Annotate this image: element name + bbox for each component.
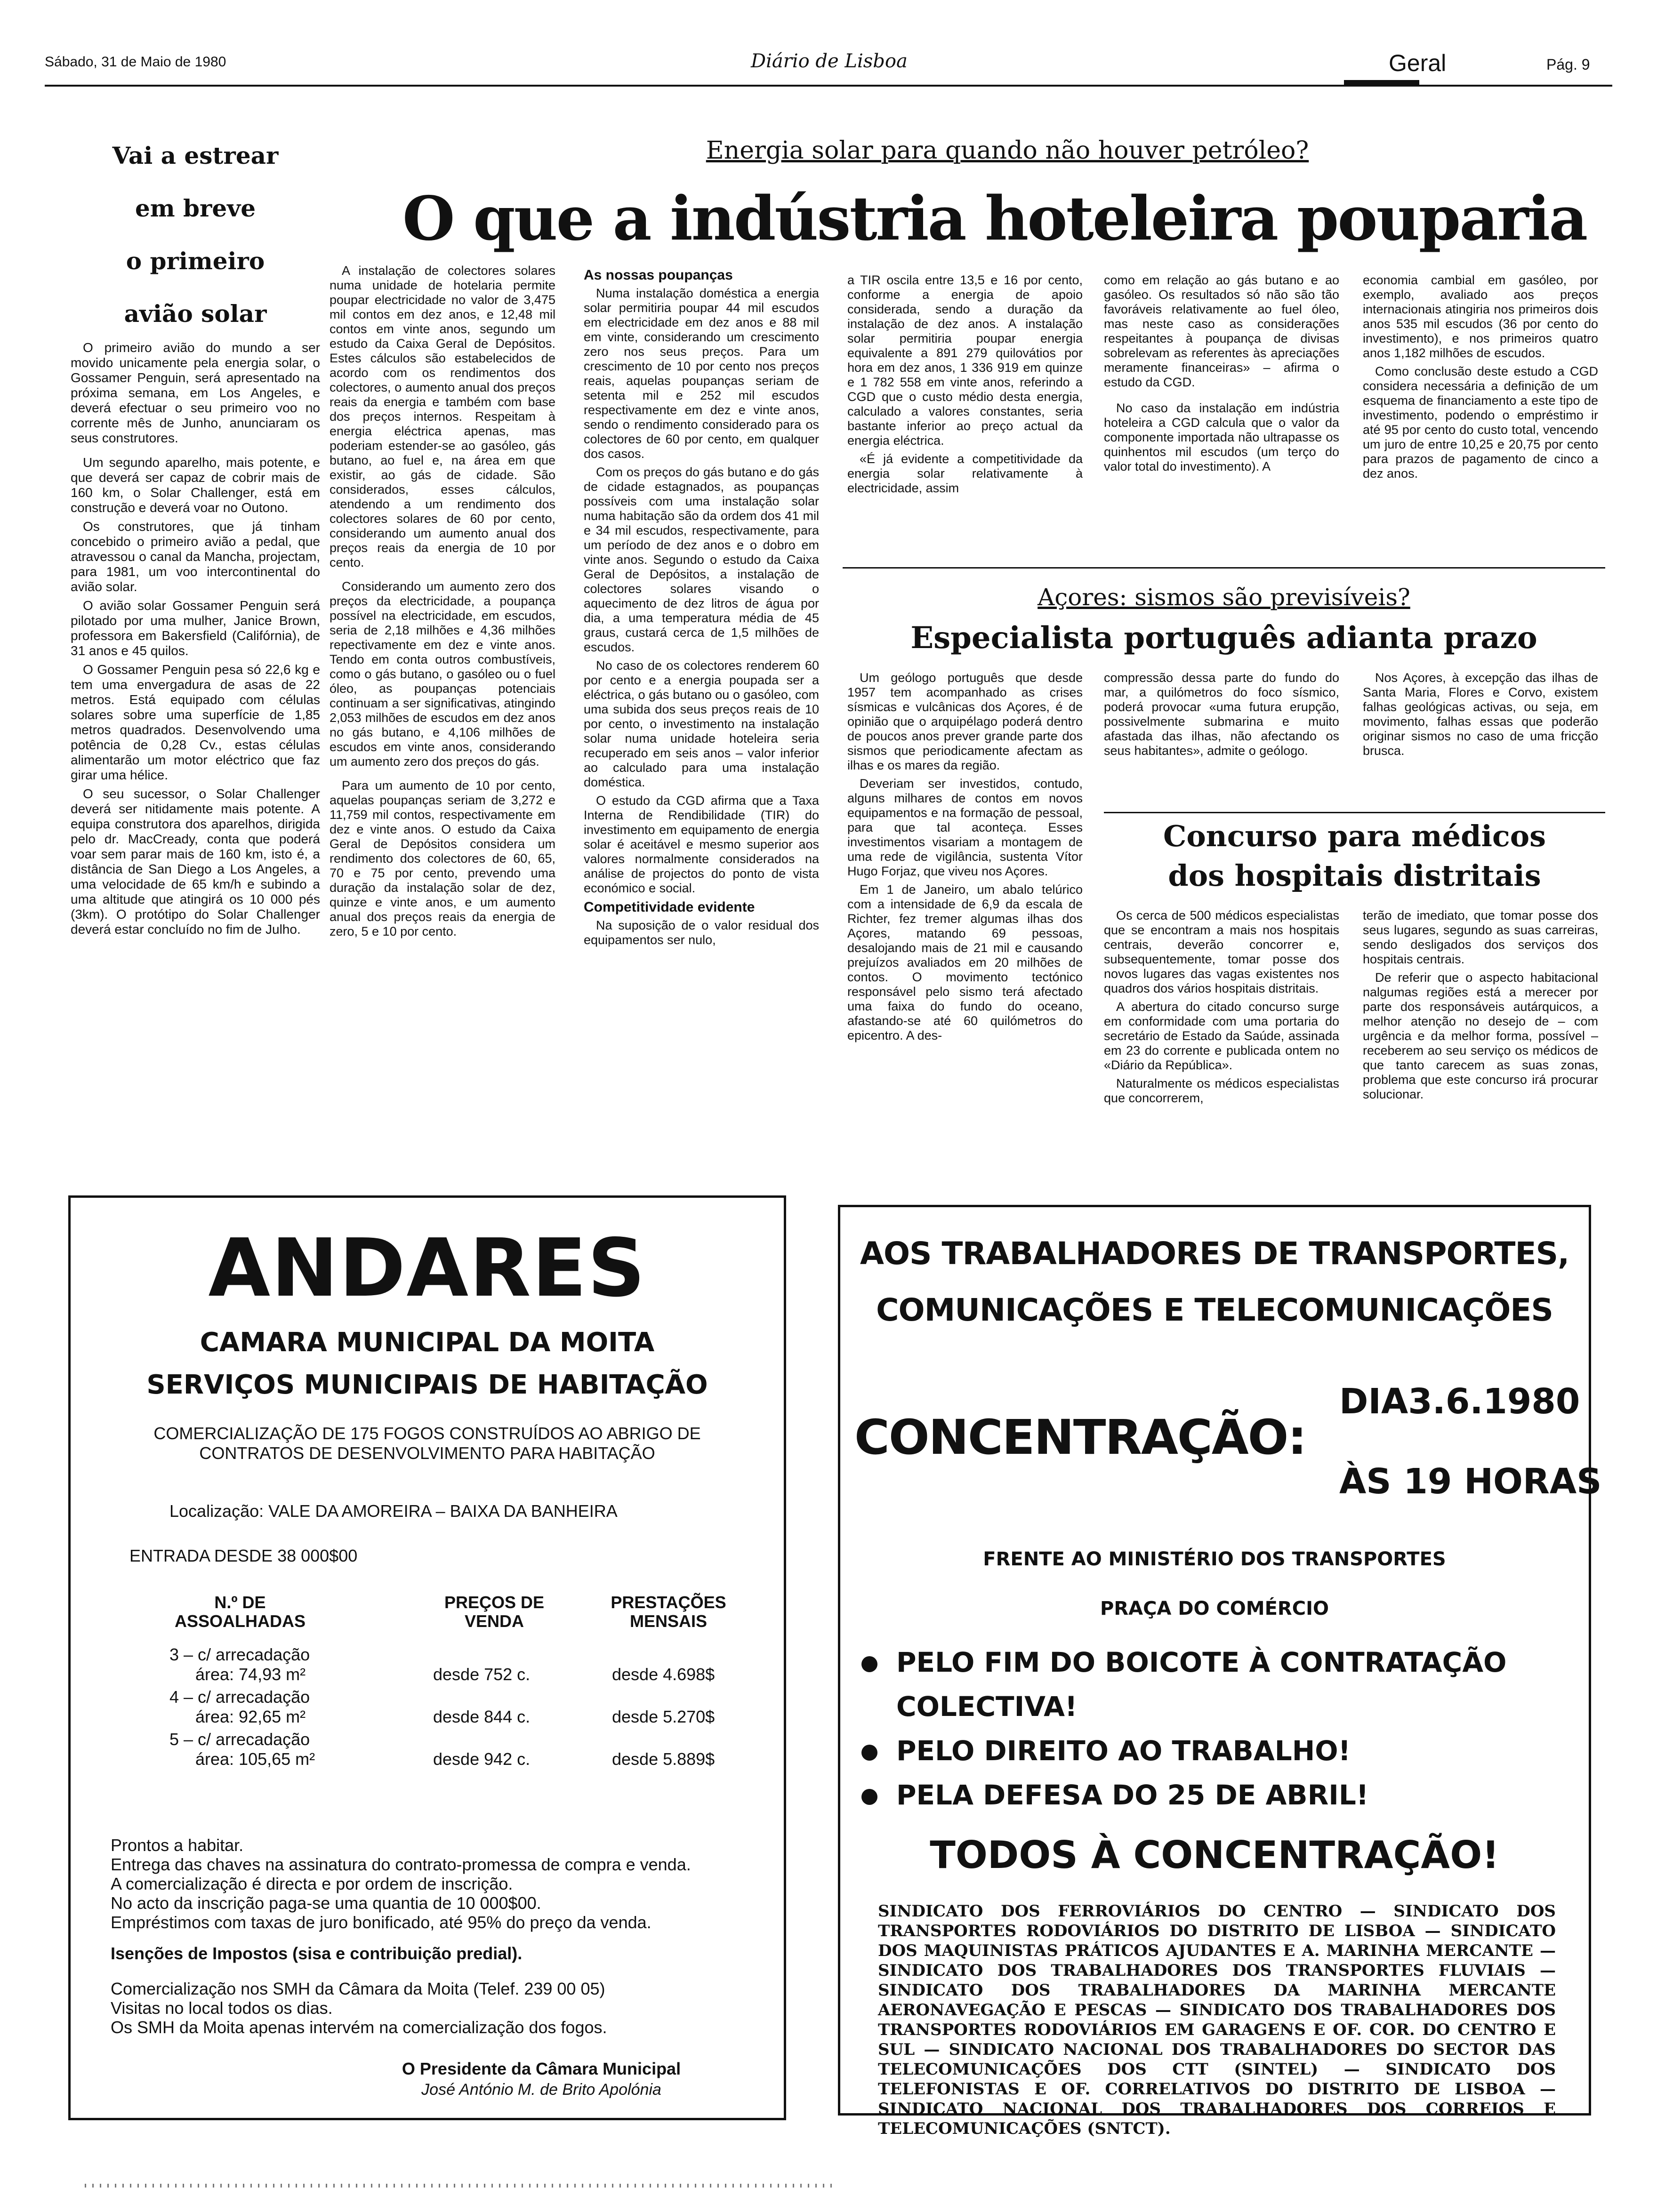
article-paragraph: No caso da instalação em indústria hoteleira a CGD calcula que o valor da componente importada não ultrapasse os quinhentos mil escudos (um terço do valor total do investimento). A — [1104, 401, 1339, 473]
article3-headline-line: Concurso para médicos — [1163, 819, 1546, 853]
article-paragraph: como em relação ao gás butano e ao gasóleo. Os resultados só não são tão favoráveis relativamente ao fuel óleo, mas neste caso as considerações respeitantes à poupança de divisas sobrelevam as referentes às apreciações meramente financeiras» – afirma o estudo da CGD. — [1104, 273, 1339, 389]
condition-line: Empréstimos com taxas de juro bonificado, até 95% do preço da venda. — [111, 1913, 652, 1932]
row-area: área: 105,65 m² — [195, 1749, 315, 1769]
row-area: área: 74,93 m² — [195, 1665, 306, 1684]
article1-column-3 — [847, 273, 1083, 499]
housing-ad-table-header-price — [424, 1593, 565, 1631]
article-paragraph: Os cerca de 500 médicos especialistas que se encontram a mais nos hospitais centrais, deverão concorrer e, subsequentemente, tomar posse dos novos lugares das vagas existentes nos quadros dos vários hospitais distritais. — [1104, 908, 1339, 995]
article3-headline-line: dos hospitais distritais — [1168, 858, 1541, 893]
article1-subheading: Competitividade evidente — [584, 899, 755, 915]
table-header-line: VENDA — [464, 1611, 524, 1631]
sidebar-title-line: avião solar — [124, 300, 267, 328]
row-type: 3 – c/ arrecadação — [169, 1645, 310, 1664]
article1-column-2 — [584, 267, 819, 951]
article-paragraph: Com os preços do gás butano e do gás de cidade estagnados, as poupanças possíveis com uma instalação solar numa habitação são da ordem dos 41 mil e 34 mil escudos, respectivamente, para um período de dez anos e o dobro em vinte anos. Segundo o estudo da Caixa Geral de Depósitos, a instalação de colectores solares visando o aquecimento de dez litros de água por dia, a uma temperatura média de 45 graus, custará cerca de 1,5 milhões de escudos. — [584, 465, 819, 654]
sidebar-paragraph: O seu sucessor, o Solar Challenger deverá ser nitidamente mais potente. A equipa construtora dos aparelhos, dirigida pelo dr. MacCready, conta que poderá voar sem parar mais de 160 km, isto é, a distância de San Diego a Los Angeles, a uma velocidade de 65 km/h e subindo a uma altitude que atingirá os 10 000 pés (3km). O protótipo do Solar Challenger deverá estar concluído no fim de Julho. — [71, 786, 320, 937]
housing-ad-contacts — [111, 1979, 770, 2037]
article-paragraph: A abertura do citado concurso surge em conformidade com uma portaria do secretário de Estado da Saúde, assinada em 23 do corrente e publicada ontem no «Diário da República». — [1104, 1000, 1339, 1072]
sidebar-solar-plane — [71, 129, 320, 941]
sidebar-title-line: em breve — [135, 194, 256, 222]
section-underline — [1344, 80, 1419, 87]
bullet-icon — [861, 1656, 877, 1672]
housing-ad-council: CAMARA MUNICIPAL DA MOITA — [200, 1327, 655, 1358]
row-price: desde 752 c. — [433, 1665, 531, 1684]
sidebar-paragraph: Os construtores, que já tinham concebido o primeiro avião a pedal, que atravessou o canal da Mancha, projectam, para 1981, um voo intercontinental do avião solar. — [71, 519, 320, 594]
article2-headline: Especialista português adianta prazo — [910, 620, 1537, 656]
bullet-icon — [861, 1789, 877, 1805]
union-rally-ad — [838, 1205, 1602, 2138]
sidebar-paragraph: Um segundo aparelho, mais potente, e que deverá ser capaz de cobrir mais de 160 km, o Solar Challenger, está em construção e deverá voar no Outono. — [71, 455, 320, 515]
table-header-line: ASSOALHADAS — [174, 1611, 306, 1631]
table-row — [169, 1730, 781, 1769]
rally-ad-date: DIA3.6.1980 — [1339, 1381, 1580, 1422]
contact-line: Comercialização nos SMH da Câmara da Moita (Telef. 239 00 05) — [111, 1979, 605, 1998]
row-price: desde 844 c. — [433, 1707, 531, 1726]
table-header-line: PREÇOS DE — [444, 1593, 545, 1612]
article-paragraph: A instalação de colectores solares numa unidade de hotelaria permite poupar electricidade no valor de 3,475 mil contos em dez anos, e 12,48 mil contos em vinte anos, segundo um estudo da Caixa Geral de Depósitos. Estes cálculos são estabelecidos de acordo com os rendimentos dos colectores, o aumento anual dos preços reais da energia e também com base dos preços internos. Respeitam à energia eléctrica apenas, mas poderiam estender-se ao gasóleo, gás butano, ao fuel e, na área em que existir, ao gás de cidade. São considerados, esses cálculos, atendendo a um rendimento dos colectores solares de 60 por cento, considerando um aumento anual dos preços reais da energia de 10 por cento. — [330, 264, 555, 569]
housing-ad-conditions — [111, 1835, 770, 1932]
housing-ad-signature-title: O Presidente da Câmara Municipal — [402, 2059, 681, 2078]
demand-text: PELO FIM DO BOICOTE À CONTRATAÇÃO — [896, 1646, 1507, 1678]
article-paragraph: Na suposição de o valor residual dos equipamentos ser nulo, — [584, 918, 819, 947]
rally-ad-demands — [861, 1640, 1568, 1817]
housing-ad-entry: ENTRADA DESDE 38 000$00 — [129, 1546, 358, 1565]
condition-line: Prontos a habitar. — [111, 1835, 244, 1855]
demand-text: PELO DIREITO AO TRABALHO! — [896, 1735, 1351, 1767]
demand-item — [861, 1640, 1568, 1684]
article1-column-5 — [1363, 273, 1598, 485]
article2-column-2 — [1104, 671, 1339, 762]
contact-line: Os SMH da Moita apenas intervém na comercialização dos fogos. — [111, 2018, 607, 2037]
article1-column-1 — [330, 264, 555, 943]
article3-column-1 — [1104, 908, 1339, 1109]
rally-ad-call: TODOS À CONCENTRAÇÃO! — [930, 1833, 1499, 1877]
article-divider — [1104, 812, 1605, 813]
rally-ad-unions: SINDICATO DOS FERROVIÁRIOS DO CENTRO — SINDICATO DOS TRANSPORTES RODOVIÁRIOS DO DISTRITO DE LISBOA — SINDICATO DOS MAQUINISTAS PRÁTICOS AJUDANTES E A. MARINHA MERCANTE — SINDICATO DOS TRABALHADORES DOS TRANSPORTES FLUVIAIS — SINDICATO DOS TRABALHADORES DA MARINHA MERCANTE AERONAVEGAÇÃO E PESCAS — SINDICATO DOS TRABALHADORES DOS TRANSPORTES RODOVIÁRIOS EM GARAGENS E OF. COR. DO CENTRO E SUL — SINDICATO NACIONAL DOS TRABALHADORES DO SECTOR DAS TELECOMUNICAÇÕES DOS CTT (SINTEL) — SINDICATO DOS TELEFONISTAS E OF. CORRELATIVOS DO DISTRITO DE LISBOA — SINDICATO NACIONAL DOS TRABALHADORES DOS CORREIOS E TELECOMUNICAÇÕES (SNTCT). — [878, 1902, 1556, 2138]
article3-column-2 — [1363, 908, 1598, 1106]
article-paragraph: Nos Açores, à excepção das ilhas de Santa Maria, Flores e Corvo, existem falhas geológicas activas, ou seja, em movimento, falhas essas que poderão originar sismos no caso de uma fricção brusca. — [1363, 671, 1598, 758]
table-header-line: MENSAIS — [629, 1611, 708, 1631]
row-area: área: 92,65 m² — [195, 1707, 306, 1726]
article-paragraph: Naturalmente os médicos especialistas que concorrerem, — [1104, 1076, 1339, 1105]
sidebar-paragraph: O Gossamer Penguin pesa só 22,6 kg e tem uma envergadura de asas de 22 metros. Está equipado com células solares sobre uma superfície de 1,85 metros quadrados. Desenvolvendo uma potência de 0,28 Cv., estas células alimentarão um motor eléctrico que faz girar uma hélice. — [71, 662, 320, 782]
article1-subheading: As nossas poupanças — [584, 267, 733, 283]
condition-line: Entrega das chaves na assinatura do contrato-promessa de compra e venda. — [111, 1855, 691, 1874]
masthead-page-number: Pág. 9 — [1546, 56, 1590, 73]
table-row — [169, 1645, 781, 1684]
article2-column-1 — [847, 671, 1083, 1047]
rally-ad-concentration: CONCENTRAÇÃO: — [854, 1410, 1306, 1466]
article-divider — [843, 567, 1605, 569]
housing-ad-service: SERVIÇOS MUNICIPAIS DE HABITAÇÃO — [146, 1370, 708, 1400]
row-price: desde 942 c. — [433, 1749, 531, 1769]
demand-item — [861, 1729, 1568, 1773]
condition-line: No acto da inscrição paga-se uma quantia de 10 000$00. — [111, 1893, 541, 1913]
article2-column-3 — [1363, 671, 1598, 762]
article-paragraph: No caso de os colectores renderem 60 por cento e a energia poupada ser a eléctrica, o gás butano ou o gasóleo, com uma subida dos seus preços reais de 10 por cento, o investimento na instalação solar numa unidade hoteleira seria recuperado em seis anos – valor inferior ao calculado para uma instalação doméstica. — [584, 658, 819, 789]
housing-ad-signature-name: José António M. de Brito Apolónia — [421, 2081, 661, 2099]
article-paragraph: De referir que o aspecto habitacional nalgumas regiões está a merecer por parte dos responsáveis autárquicos, a melhor atenção no desejo de – com urgência e da melhor forma, possível – receberem ao seu serviço os médicos de que tanto carecem as suas zonas, problema que este concurso irá procurar solucionar. — [1363, 970, 1598, 1101]
article1-column-4 — [1104, 273, 1339, 478]
article-paragraph: compressão dessa parte do fundo do mar, a quilómetros do foco sísmico, poderá provocar «uma futura erupção, possivelmente submarina e muito afastada das ilhas, não afectando os seus habitantes», admite o geólogo. — [1104, 671, 1339, 758]
rally-ad-heading-2: COMUNICAÇÕES E TELECOMUNICAÇÕES — [876, 1292, 1553, 1328]
article-paragraph: Deveriam ser investidos, contudo, alguns milhares de contos em novos equipamentos e na formação de pessoal, para que tal aconteça. Esses investimentos visariam a montagem de uma rede de vigilância, sustenta Vítor Hugo Forjaz, que viveu nos Açores. — [847, 777, 1083, 878]
article-paragraph: O estudo da CGD afirma que a Taxa Interna de Rendibilidade (TIR) do investimento em equipamento de energia solar é aceitável e mesmo superior aos valores normalmente considerados na análise de projectos do ponto de vista económico e social. — [584, 793, 819, 895]
article1-headline: O que a indústria hoteleira pouparia — [402, 184, 1587, 254]
article1-kicker: Energia solar para quando não houver petróleo? — [706, 136, 1309, 165]
housing-ad-description-line: CONTRATOS DE DESENVOLVIMENTO PARA HABITAÇÃO — [199, 1443, 655, 1463]
print-margin-dots — [85, 2184, 838, 2188]
demand-text: PELA DEFESA DO 25 DE ABRIL! — [896, 1779, 1369, 1811]
masthead-date: Sábado, 31 de Maio de 1980 — [45, 54, 226, 70]
demand-item-continuation: COLECTIVA! — [896, 1691, 1078, 1723]
article2-kicker: Açores: sismos são previsíveis? — [1038, 584, 1410, 611]
demand-item — [861, 1773, 1568, 1817]
contact-line: Visitas no local todos os dias. — [111, 1998, 333, 2018]
masthead-paper-name: Diário de Lisboa — [751, 50, 908, 72]
row-monthly: desde 5.889$ — [612, 1749, 715, 1769]
housing-ad-tax-exemption: Isenções de Impostos (sisa e contribuição predial). — [111, 1944, 523, 1963]
masthead-section: Geral — [1389, 50, 1447, 76]
article3-headline — [1104, 817, 1605, 896]
article-paragraph: Considerando um aumento zero dos preços da electricidade, a poupança possível na electricidade, em escudos, seria de 2,18 milhões e 4,36 milhões repectivamente em dez e vinte anos. Tendo em conta outros combustíveis, como o gás butano, o gasóleo ou o fuel óleo, as poupanças potenciais continuam a ser significativas, atingindo 2,053 milhões de escudos em dez anos no gás butano, e 4,106 milhões de escudos em vinte anos, considerando um aumento zero dos preços do gás. — [330, 579, 555, 769]
rally-ad-heading-1: AOS TRABALHADORES DE TRANSPORTES, — [860, 1235, 1569, 1272]
article-paragraph: Um geólogo português que desde 1957 tem acompanhado as crises sísmicas e vulcânicas dos Açores, é de opinião que o arquipélago poderá dentro de poucos anos prever grande parte dos sismos que periodicamente afectam as ilhas e os mares da região. — [847, 671, 1083, 772]
table-header-line: N.º DE — [214, 1593, 266, 1612]
article-paragraph: terão de imediato, que tomar posse dos seus lugares, segundo as suas carreiras, sendo desligados dos serviços dos hospitais centrais. — [1363, 908, 1598, 966]
housing-ad-table-header-monthly — [593, 1593, 744, 1631]
row-type: 4 – c/ arrecadação — [169, 1687, 310, 1707]
table-header-line: PRESTAÇÕES — [611, 1593, 726, 1612]
rally-ad-time: ÀS 19 HORAS — [1339, 1461, 1602, 1502]
article-paragraph: a TIR oscila entre 13,5 e 16 por cento, conforme a energia de apoio considerada, sendo a duração da instalação de dez anos. A instalação solar permitiria poupar energia equivalente a 891 279 quilovátios por hora em dez anos, 1 336 919 em quinze e 1 782 558 em vinte anos, referindo a CGD que o custo médio desta energia, calculado a valores constantes, seria bastante inferior ao preço actual da energia eléctrica. — [847, 273, 1083, 448]
sidebar-paragraph: O avião solar Gossamer Penguin será pilotado por uma mulher, Janice Brown, professora em Bakersfield (Califórnia), de 31 anos e 45 quilos. — [71, 598, 320, 658]
sidebar-paragraph: O primeiro avião do mundo a ser movido unicamente pela energia solar, o Gossamer Penguin, será apresentado na próxima semana, em Los Angeles, e deverá efectuar o seu primeiro voo no corrente mês de Junho, anunciaram os seus construtores. — [71, 340, 320, 445]
article-paragraph: economia cambial em gasóleo, por exemplo, avaliado aos preços internacionais atingiria nos primeiros dois anos 535 mil escudos (36 por cento do investimento), e nos primeiros quatro anos 1,182 milhões de escudos. — [1363, 273, 1598, 360]
sidebar-title-line: Vai a estrear — [112, 142, 279, 169]
article-paragraph: Em 1 de Janeiro, um abalo telúrico com a intensidade de 6,9 da escala de Richter, fez tremer algumas ilhas dos Açores, matando 69 pessoas, desalojando mais de 21 mil e causando prejuízos avaliados em 20 milhões de contos. O movimento tectónico responsável pelo sismo terá afectado uma faixa do fundo do oceano, afastando-se até 60 quilómetros do epicentro. A des- — [847, 882, 1083, 1042]
sidebar-title-line: o primeiro — [126, 247, 265, 275]
row-monthly: desde 4.698$ — [612, 1665, 715, 1684]
table-row — [169, 1687, 781, 1727]
row-monthly: desde 5.270$ — [612, 1707, 715, 1726]
article-paragraph: «É já evidente a competitividade da energia solar relativamente à electricidade, assim — [847, 452, 1083, 495]
article-paragraph: Como conclusão deste estudo a CGD considera necessária a definição de um esquema de financiamento a este tipo de investimento, podendo o empréstimo ir até 95 por cento do custo total, vencendo um juro de entre 10,25 e 20,75 por cento para prazos de pagamento de cinco a dez anos. — [1363, 364, 1598, 481]
rally-ad-place-1: FRENTE AO MINISTÉRIO DOS TRANSPORTES — [983, 1548, 1446, 1570]
condition-line: A comercialização é directa e por ordem de inscrição. — [111, 1874, 513, 1893]
housing-ad-description-line: COMERCIALIZAÇÃO DE 175 FOGOS CONSTRUÍDOS AO ABRIGO DE — [153, 1424, 701, 1443]
rally-ad-place-2: PRAÇA DO COMÉRCIO — [1100, 1598, 1329, 1619]
housing-ad-table-header-rooms — [155, 1593, 325, 1631]
row-type: 5 – c/ arrecadação — [169, 1730, 310, 1749]
housing-ad-description — [71, 1424, 784, 1463]
article-paragraph: Numa instalação doméstica a energia solar permitiria poupar 44 mil escudos em electricidade em dez anos e 88 mil em vinte, considerando um crescimento zero nos seus preços. Para um crescimento de 10 por cento nos preços reais, aquelas poupanças seriam de setenta mil e 252 mil escudos respectivamente em dez e vinte anos, sendo o rendimento considerado para os colectores de 60 por cento, em qualquer dos casos. — [584, 286, 819, 461]
housing-ad — [68, 1195, 786, 2120]
sidebar-title — [71, 129, 320, 340]
housing-ad-title: ANDARES — [208, 1222, 646, 1315]
article-paragraph: Para um aumento de 10 por cento, aquelas poupanças seriam de 3,272 e 11,759 mil contos, respectivamente em dez e vinte anos. O estudo da Caixa Geral de Depósitos considera um rendimento dos colectores de 60, 65, 70 e 75 por cento, prevendo uma duração da instalação solar de dez, quinze e vinte anos, e um aumento anual dos preços reais da energia de zero, 5 e 10 por cento. — [330, 778, 555, 938]
bullet-icon — [861, 1745, 877, 1761]
housing-ad-location: Localização: VALE DA AMOREIRA – BAIXA DA BANHEIRA — [169, 1501, 618, 1521]
